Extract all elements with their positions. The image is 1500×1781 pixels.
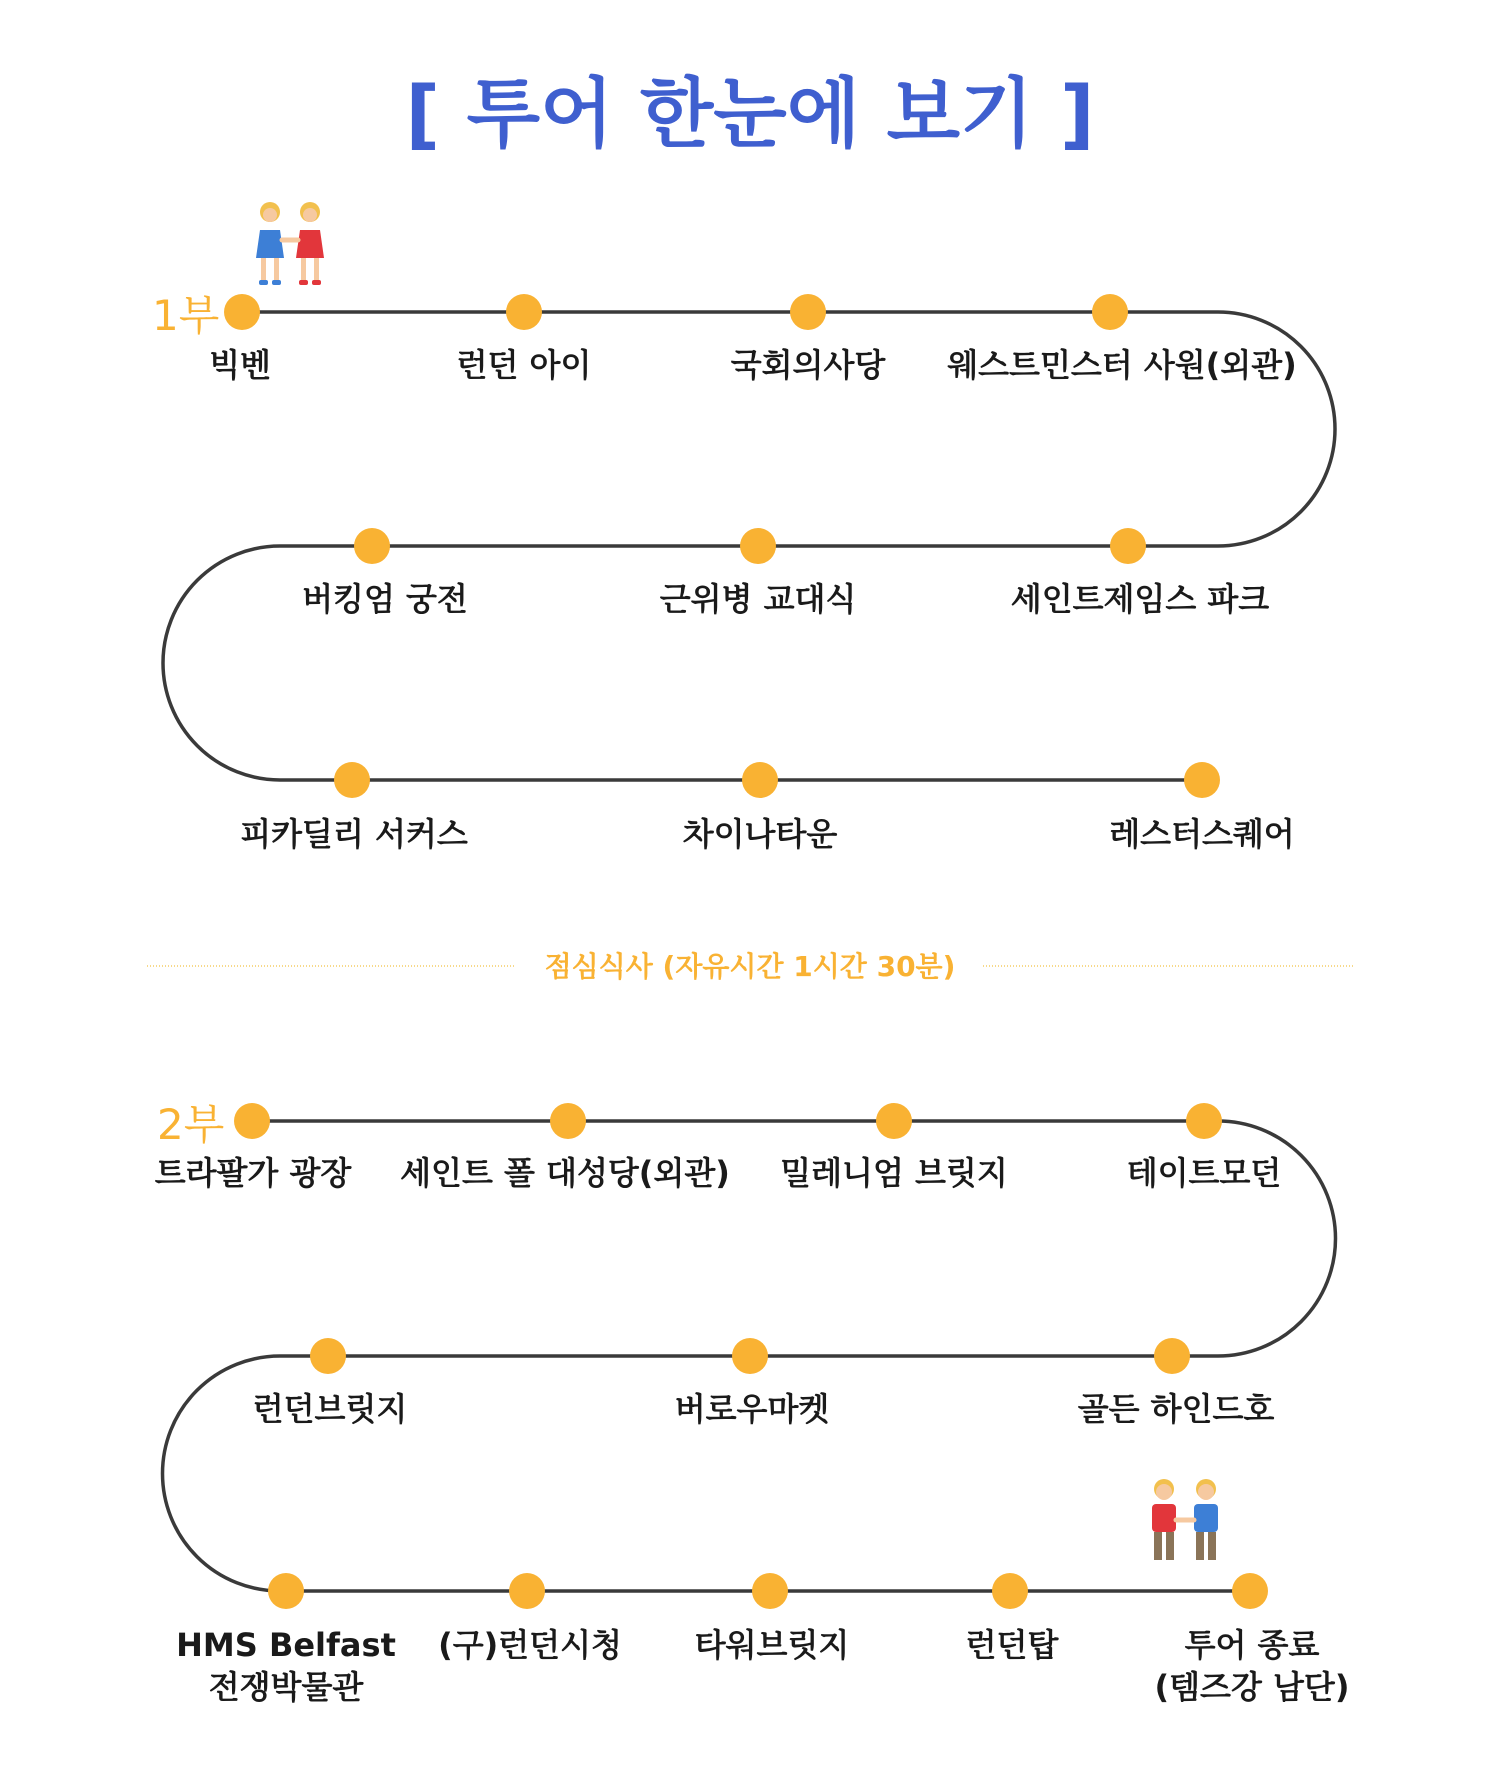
part2-stop-dot <box>509 1573 545 1609</box>
part2-stop-label: 골든 하인드호 <box>1077 1390 1275 1428</box>
part1-section <box>152 202 1335 853</box>
part2-stop-label: (구)런던시청 <box>438 1626 622 1664</box>
part1-stop-label: 런던 아이 <box>456 346 592 384</box>
part2-section <box>155 1100 1350 1706</box>
part1-stop-dot <box>334 762 370 798</box>
part2-stop-label: 투어 종료 (템즈강 남단) <box>1154 1626 1350 1706</box>
page-title: [ 투어 한눈에 보기 ] <box>405 69 1095 158</box>
part1-stop-label: 웨스트민스터 사원(외관) <box>947 346 1297 384</box>
part2-label: 2부 <box>157 1100 225 1149</box>
part2-stop-label: 런던탑 <box>965 1626 1059 1664</box>
part2-stop-label: 런던브릿지 <box>252 1390 408 1428</box>
part1-stop-dot <box>742 762 778 798</box>
lunch-divider <box>147 950 1353 983</box>
two-women-holding-hands-icon <box>256 202 324 285</box>
part2-stop-dot <box>992 1573 1028 1609</box>
part1-stop-dot <box>224 294 260 330</box>
part1-stop-label: 레스터스퀘어 <box>1109 815 1295 853</box>
part1-stop-label: 피카딜리 서커스 <box>240 815 468 853</box>
part1-stop-label: 세인트제임스 파크 <box>1010 580 1270 618</box>
part2-stop-label: 트라팔가 광장 <box>154 1154 352 1192</box>
part1-stop-dot <box>1184 762 1220 798</box>
part2-stop-dot <box>310 1338 346 1374</box>
part1-stop-dot <box>790 294 826 330</box>
part2-stop-dot <box>876 1103 912 1139</box>
part2-stop-dot <box>1232 1573 1268 1609</box>
part2-stop-dot <box>732 1338 768 1374</box>
part2-stop-dot <box>1186 1103 1222 1139</box>
part1-stop-dot <box>740 528 776 564</box>
part1-stop-dot <box>1092 294 1128 330</box>
two-men-holding-hands-icon <box>1152 1479 1218 1560</box>
part1-stop-dot <box>506 294 542 330</box>
part2-stop-dot <box>1154 1338 1190 1374</box>
part1-stop-label: 버킹엄 궁전 <box>302 580 468 618</box>
part1-stop-label: 근위병 교대식 <box>659 580 857 618</box>
part2-stop-label: 버로우마켓 <box>674 1390 830 1428</box>
part2-stop-label: 테이트모던 <box>1126 1154 1282 1192</box>
part1-stop-label: 빅벤 <box>209 346 271 384</box>
part2-stop-label: HMS Belfast 전쟁박물관 <box>176 1626 396 1706</box>
part2-stop-label: 타워브릿지 <box>694 1626 850 1664</box>
part1-label: 1부 <box>152 291 220 340</box>
part2-stop-dot <box>268 1573 304 1609</box>
part1-stop-label: 차이나타운 <box>682 815 838 853</box>
lunch-label: 점심식사 (자유시간 1시간 30분) <box>544 950 956 983</box>
part2-stop-label: 밀레니엄 브릿지 <box>780 1154 1008 1192</box>
part2-stop-dot <box>752 1573 788 1609</box>
part2-stop-dot <box>550 1103 586 1139</box>
part2-stop-dot <box>234 1103 270 1139</box>
part1-stop-label: 국회의사당 <box>730 346 886 384</box>
part2-stop-label: 세인트 폴 대성당(외관) <box>400 1154 730 1192</box>
part1-stop-dot <box>354 528 390 564</box>
part1-stop-dot <box>1110 528 1146 564</box>
